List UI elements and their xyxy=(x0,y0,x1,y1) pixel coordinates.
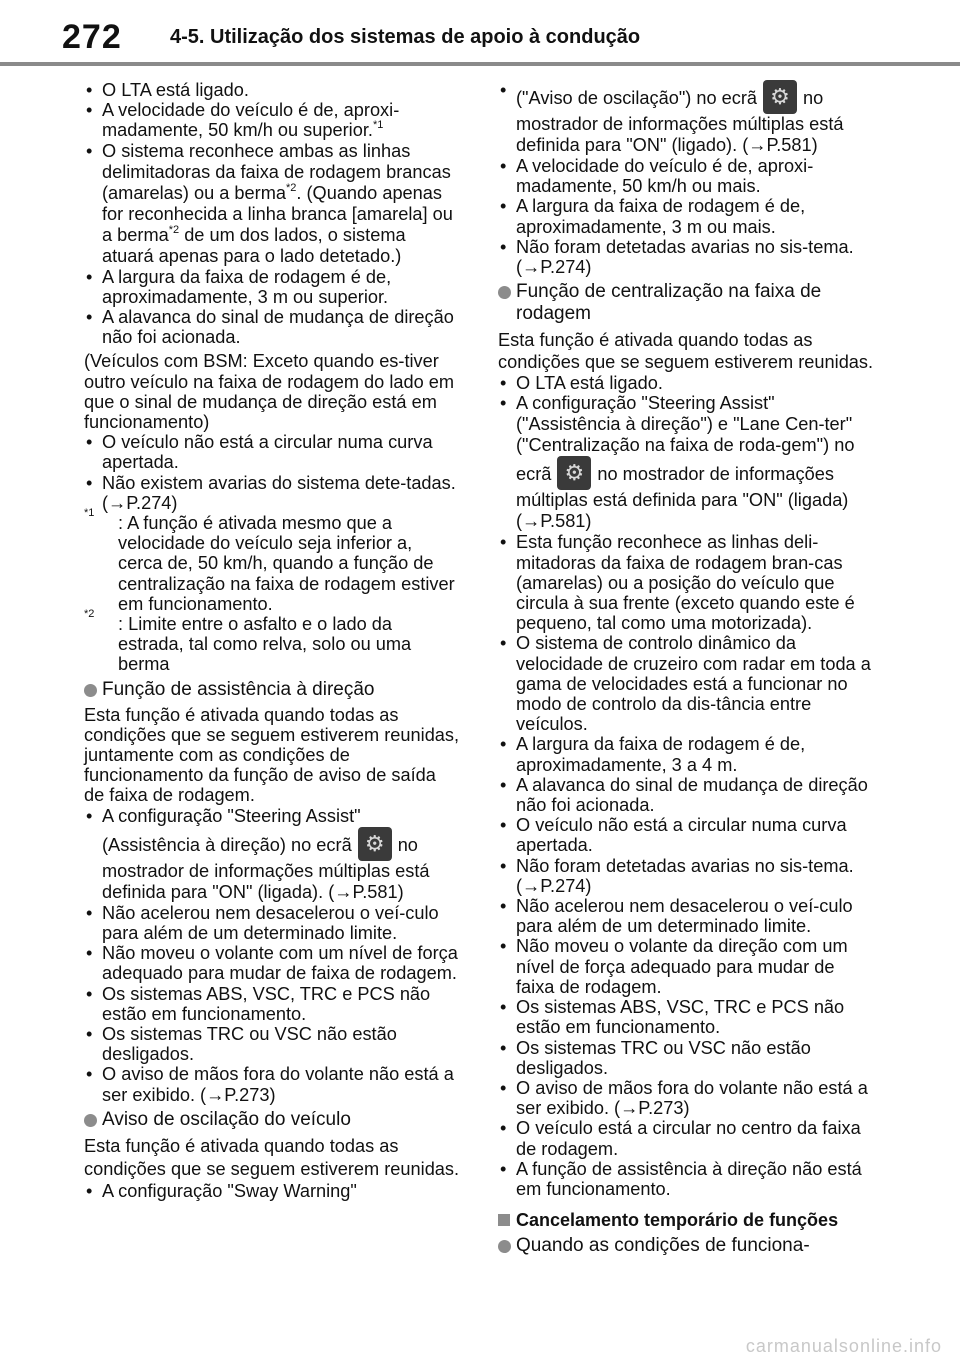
page-number: 272 xyxy=(62,18,122,56)
list-item: • Os sistemas ABS, VSC, TRC e PCS não estão em funcionamento. xyxy=(498,997,874,1037)
list-item: • Não moveu o volante com um nível de força adequado para mudar de faixa de rodagem. xyxy=(84,943,460,983)
paragraph: Esta função é ativada quando todas as condições que se seguem estiverem reunidas. xyxy=(84,1135,460,1179)
list-item: • Esta função reconhece as linhas deli-mitadoras da faixa de rodagem bran-cas (amarelas) ou a posição do veículo que circula à sua frente (exceto quando este é pequeno, tal como uma motorizada). xyxy=(498,532,874,633)
list-item: • O aviso de mãos fora do volante não está a ser exibido. (→P.273) xyxy=(84,1064,460,1104)
circle-bullet-icon xyxy=(84,1114,97,1127)
section-heading: Cancelamento temporário de funções xyxy=(498,1209,874,1231)
list-item: • O sistema reconhece ambas as linhas delimitadoras da faixa de rodagem brancas (amarelas) ou a berma$^{*2}$. (Quando apenas for reconhecida a linha branca [amarela] ou a berma$^{*2}$ de um dos lados, o sistema atuará apenas para o lado detetado.) xyxy=(84,141,460,267)
gear-icon: ⚙ xyxy=(358,827,392,861)
list-item: • Não acelerou nem desacelerou o veí-culo para além de um determinado limite. xyxy=(498,896,874,936)
list-item: • O veículo não está a circular numa curva apertada. xyxy=(84,432,460,472)
page-header xyxy=(0,0,960,72)
paragraph: Esta função é ativada quando todas as condições que se seguem estiverem reunidas, juntamente com as condições de funcionamento da função de aviso de saída de faixa de rodagem. xyxy=(84,704,460,806)
list-item: • O aviso de mãos fora do volante não está a ser exibido. (→P.273) xyxy=(498,1078,874,1118)
list-item: • Os sistemas ABS, VSC, TRC e PCS não estão em funcionamento. xyxy=(84,984,460,1024)
list-item: • Não foram detetadas avarias no sis-tema. (→P.274) xyxy=(498,856,874,896)
gear-icon: ⚙ xyxy=(763,80,797,114)
list-item: • A velocidade do veículo é de, aproxi-madamente, 50 km/h ou mais. xyxy=(498,156,874,196)
footnote: *1 : A função é ativada mesmo que a velocidade do veículo seja inferior a, cerca de, 50 km/h, quando a função de centralização na faixa de rodagem estiver em funcionamento. xyxy=(84,507,455,614)
list-item: • O LTA está ligado. xyxy=(84,80,460,100)
list-item-continued: • ("Aviso de oscilação") no ecrã ⚙ no mostrador de informações múltiplas está definida para "ON" (ligado). (→P.581) xyxy=(498,80,874,156)
list-item: • O veículo não está a circular numa curva apertada. xyxy=(498,815,874,855)
list-item: • A largura da faixa de rodagem é de, aproximadamente, 3 a 4 m. xyxy=(498,734,874,774)
list-item: • Não existem avarias do sistema dete-tadas. (→P.274) xyxy=(84,473,460,513)
circle-bullet-icon xyxy=(498,1240,511,1253)
subheading: Função de assistência à direção xyxy=(84,679,460,701)
list-item: • A função de assistência à direção não está em funcionamento. xyxy=(498,1159,874,1199)
left-column xyxy=(84,80,460,1201)
list-item: • Não acelerou nem desacelerou o veí-culo para além de um determinado limite. xyxy=(84,903,460,943)
list-item: • A largura da faixa de rodagem é de, aproximadamente, 3 m ou superior. xyxy=(84,267,460,307)
list-item: • O sistema de controlo dinâmico da velocidade de cruzeiro com radar em toda a gama de velocidades está a funcionar no modo de controlo da dis-tância entre veículos. xyxy=(498,633,874,734)
circle-bullet-icon xyxy=(498,286,511,299)
list-item: • A configuração "Sway Warning" xyxy=(84,1181,460,1201)
list-item: • Os sistemas TRC ou VSC não estão desligados. xyxy=(84,1024,460,1064)
list-item: • A velocidade do veículo é de, aproxi-madamente, 50 km/h ou superior.$^{*1}$ xyxy=(84,100,460,140)
list-item: • A configuração "Steering Assist" (Assistência à direção) no ecrã ⚙ no mostrador de informações múltiplas está definida para "ON" (ligada). (→P.581) xyxy=(84,806,460,903)
header-rule xyxy=(0,62,960,66)
subheading: Função de centralização na faixa de rodagem xyxy=(498,281,874,325)
list-item: • A alavanca do sinal de mudança de direção não foi acionada. xyxy=(498,775,874,815)
right-column xyxy=(498,80,874,1257)
list-item: • A alavanca do sinal de mudança de direção não foi acionada. xyxy=(84,307,460,347)
list-item: • Os sistemas TRC ou VSC não estão desligados. xyxy=(498,1038,874,1078)
gear-icon: ⚙ xyxy=(557,456,591,490)
subheading: Quando as condições de funciona- xyxy=(498,1235,874,1257)
square-bullet-icon xyxy=(498,1214,510,1226)
subheading: Aviso de oscilação do veículo xyxy=(84,1109,460,1131)
list-item: • Não moveu o volante da direção com um nível de força adequado para mudar de faixa de rodagem. xyxy=(498,936,874,997)
watermark: carmanualsonline.info xyxy=(745,1336,942,1356)
list-item: • O veículo está a circular no centro da faixa de rodagem. xyxy=(498,1118,874,1158)
list-item: • Não foram detetadas avarias no sis-tema. (→P.274) xyxy=(498,237,874,277)
list-item: • O LTA está ligado. xyxy=(498,373,874,393)
list-item: • A configuração "Steering Assist" ("Assistência à direção") e "Lane Cen-ter" ("Centralização na faixa de roda-gem") no ecrã ⚙ no mostrador de informações múltiplas está definida para "ON" (ligada) (→P.581) xyxy=(498,393,874,532)
list-item: • A largura da faixa de rodagem é de, aproximadamente, 3 m ou mais. xyxy=(498,196,874,236)
section-title: 4-5. Utilização dos sistemas de apoio à condução xyxy=(170,26,641,48)
footnote: *2 : Limite entre o asfalto e o lado da estrada, tal como relva, solo ou uma berma xyxy=(84,608,412,675)
paragraph: (Veículos com BSM: Exceto quando es-tiver outro veículo na faixa de rodagem do lado em que o sinal de mudança de direção está em funcionamento) xyxy=(84,351,455,433)
paragraph: Esta função é ativada quando todas as condições que se seguem estiverem reunidas. xyxy=(498,330,874,373)
circle-bullet-icon xyxy=(84,684,97,697)
